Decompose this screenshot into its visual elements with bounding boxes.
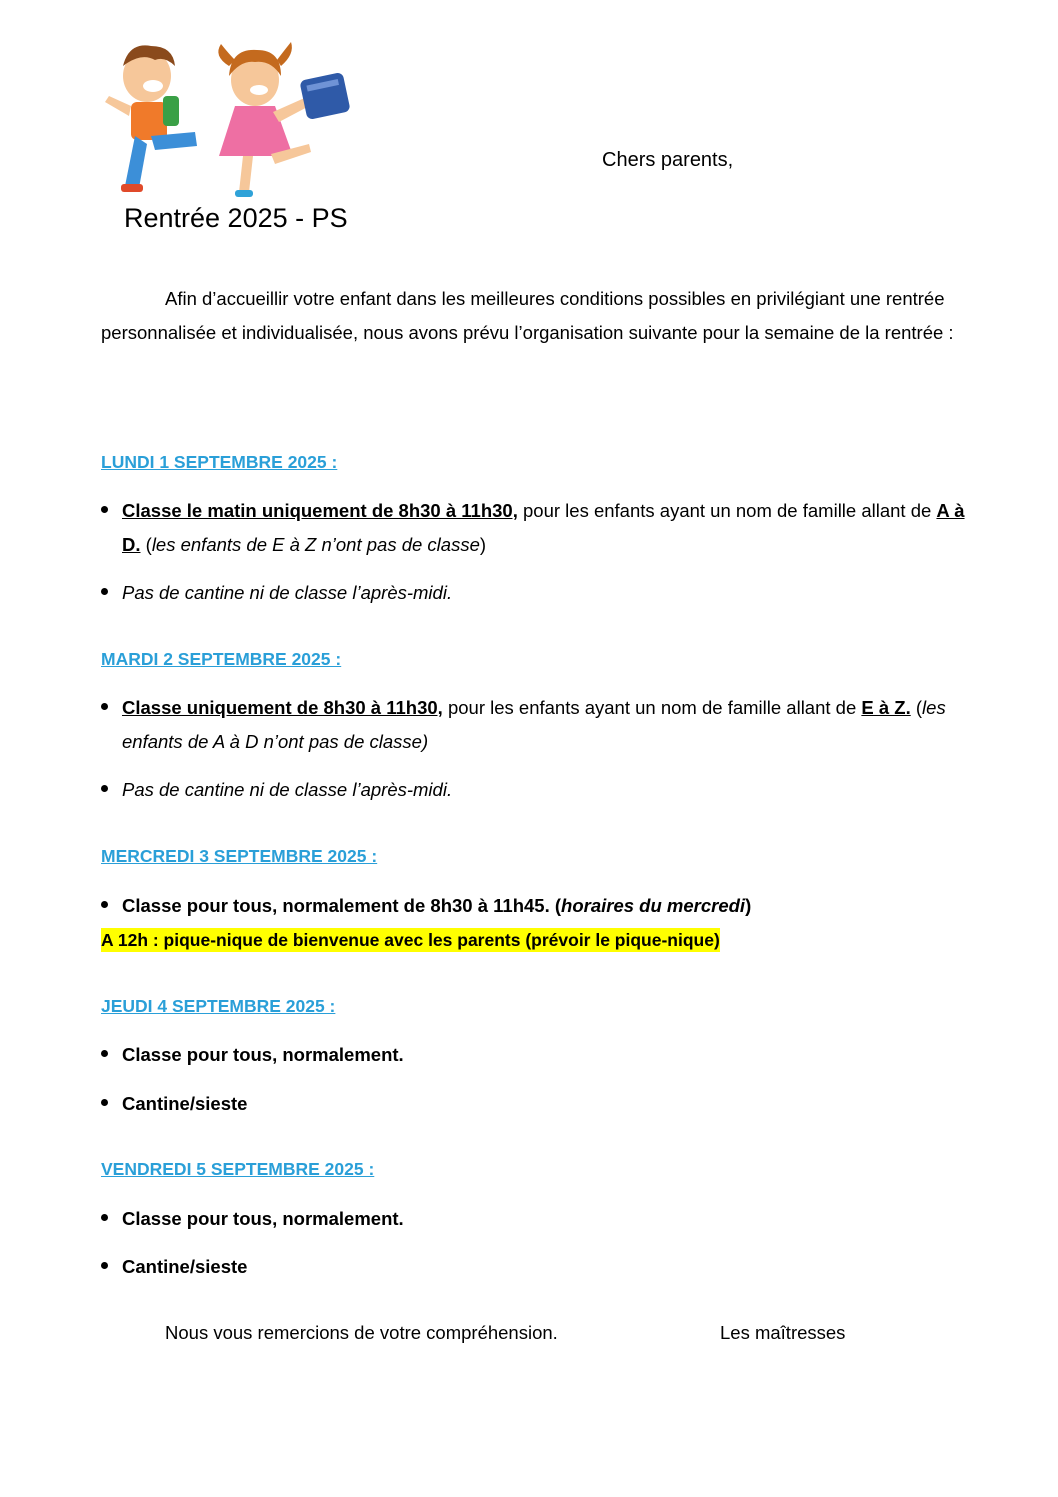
monday-schedule: Classe le matin uniquement de 8h30 à 11h30,: [122, 500, 518, 521]
intro-text: Afin d’accueillir votre enfant dans les meilleures conditions possibles en privilégiant une rentrée personnalisée et individualisée, nous avons prévu l’organisation suivante pour la semaine de la rentrée :: [101, 288, 954, 343]
intro-paragraph: [101, 282, 961, 349]
wednesday-paren-close: ): [745, 895, 752, 916]
tuesday-note: les enfants de A à D n’ont pas de classe): [122, 697, 946, 752]
friday-bullet-2: Cantine/sieste: [101, 1250, 971, 1284]
friday-bullet-1: Classe pour tous, normalement.: [101, 1202, 971, 1236]
tuesday-bullet-1: [101, 691, 971, 758]
thursday-bullet-1: Classe pour tous, normalement.: [101, 1038, 971, 1072]
tuesday-paren-open: (: [910, 697, 923, 718]
wednesday-heading: MERCREDI 3 SEPTEMBRE 2025 :: [101, 846, 378, 866]
tuesday-text: pour les enfants ayant un nom de famille allant de: [442, 697, 862, 718]
monday-paren-close: ): [479, 533, 487, 555]
thursday-heading: JEUDI 4 SEPTEMBRE 2025 :: [101, 996, 336, 1016]
tuesday-schedule: Classe uniquement de 8h30 à 11h30,: [122, 697, 443, 718]
thursday-bullet-2: Cantine/sieste: [101, 1087, 971, 1121]
tuesday-range: E à Z.: [861, 697, 911, 718]
wednesday-note: horaires du mercredi: [561, 895, 746, 916]
monday-heading: LUNDI 1 SEPTEMBRE 2025 :: [101, 452, 338, 472]
signature: Les maîtresses: [720, 1322, 846, 1343]
friday-heading: VENDREDI 5 SEPTEMBRE 2025 :: [101, 1159, 375, 1179]
monday-range: A à D.: [122, 500, 965, 555]
monday-text: pour les enfants ayant un nom de famille allant de: [517, 500, 937, 521]
monday-bullet-1: [101, 494, 971, 561]
monday-note: les enfants de E à Z n’ont pas de classe: [151, 533, 480, 555]
greeting: Chers parents,: [602, 149, 734, 171]
closing-text: Nous vous remercions de votre compréhension.: [165, 1322, 558, 1343]
boy-figure: [105, 45, 197, 192]
girl-figure: [218, 42, 350, 197]
picnic-highlight: A 12h : pique-nique de bienvenue avec les parents (prévoir le pique-nique): [101, 930, 720, 950]
monday-paren-open: (: [140, 533, 152, 555]
wednesday-bullet-1: [101, 889, 971, 923]
monday-bullet-2: Pas de cantine ni de classe l’après-midi.: [101, 576, 971, 610]
tuesday-heading: MARDI 2 SEPTEMBRE 2025 :: [101, 649, 342, 669]
page-title: Rentrée 2025 - PS: [124, 203, 348, 233]
children-illustration: [95, 36, 365, 198]
wednesday-schedule: Classe pour tous, normalement de 8h30 à 11h45. (: [122, 895, 562, 916]
tuesday-bullet-2: Pas de cantine ni de classe l’après-midi.: [101, 773, 971, 807]
